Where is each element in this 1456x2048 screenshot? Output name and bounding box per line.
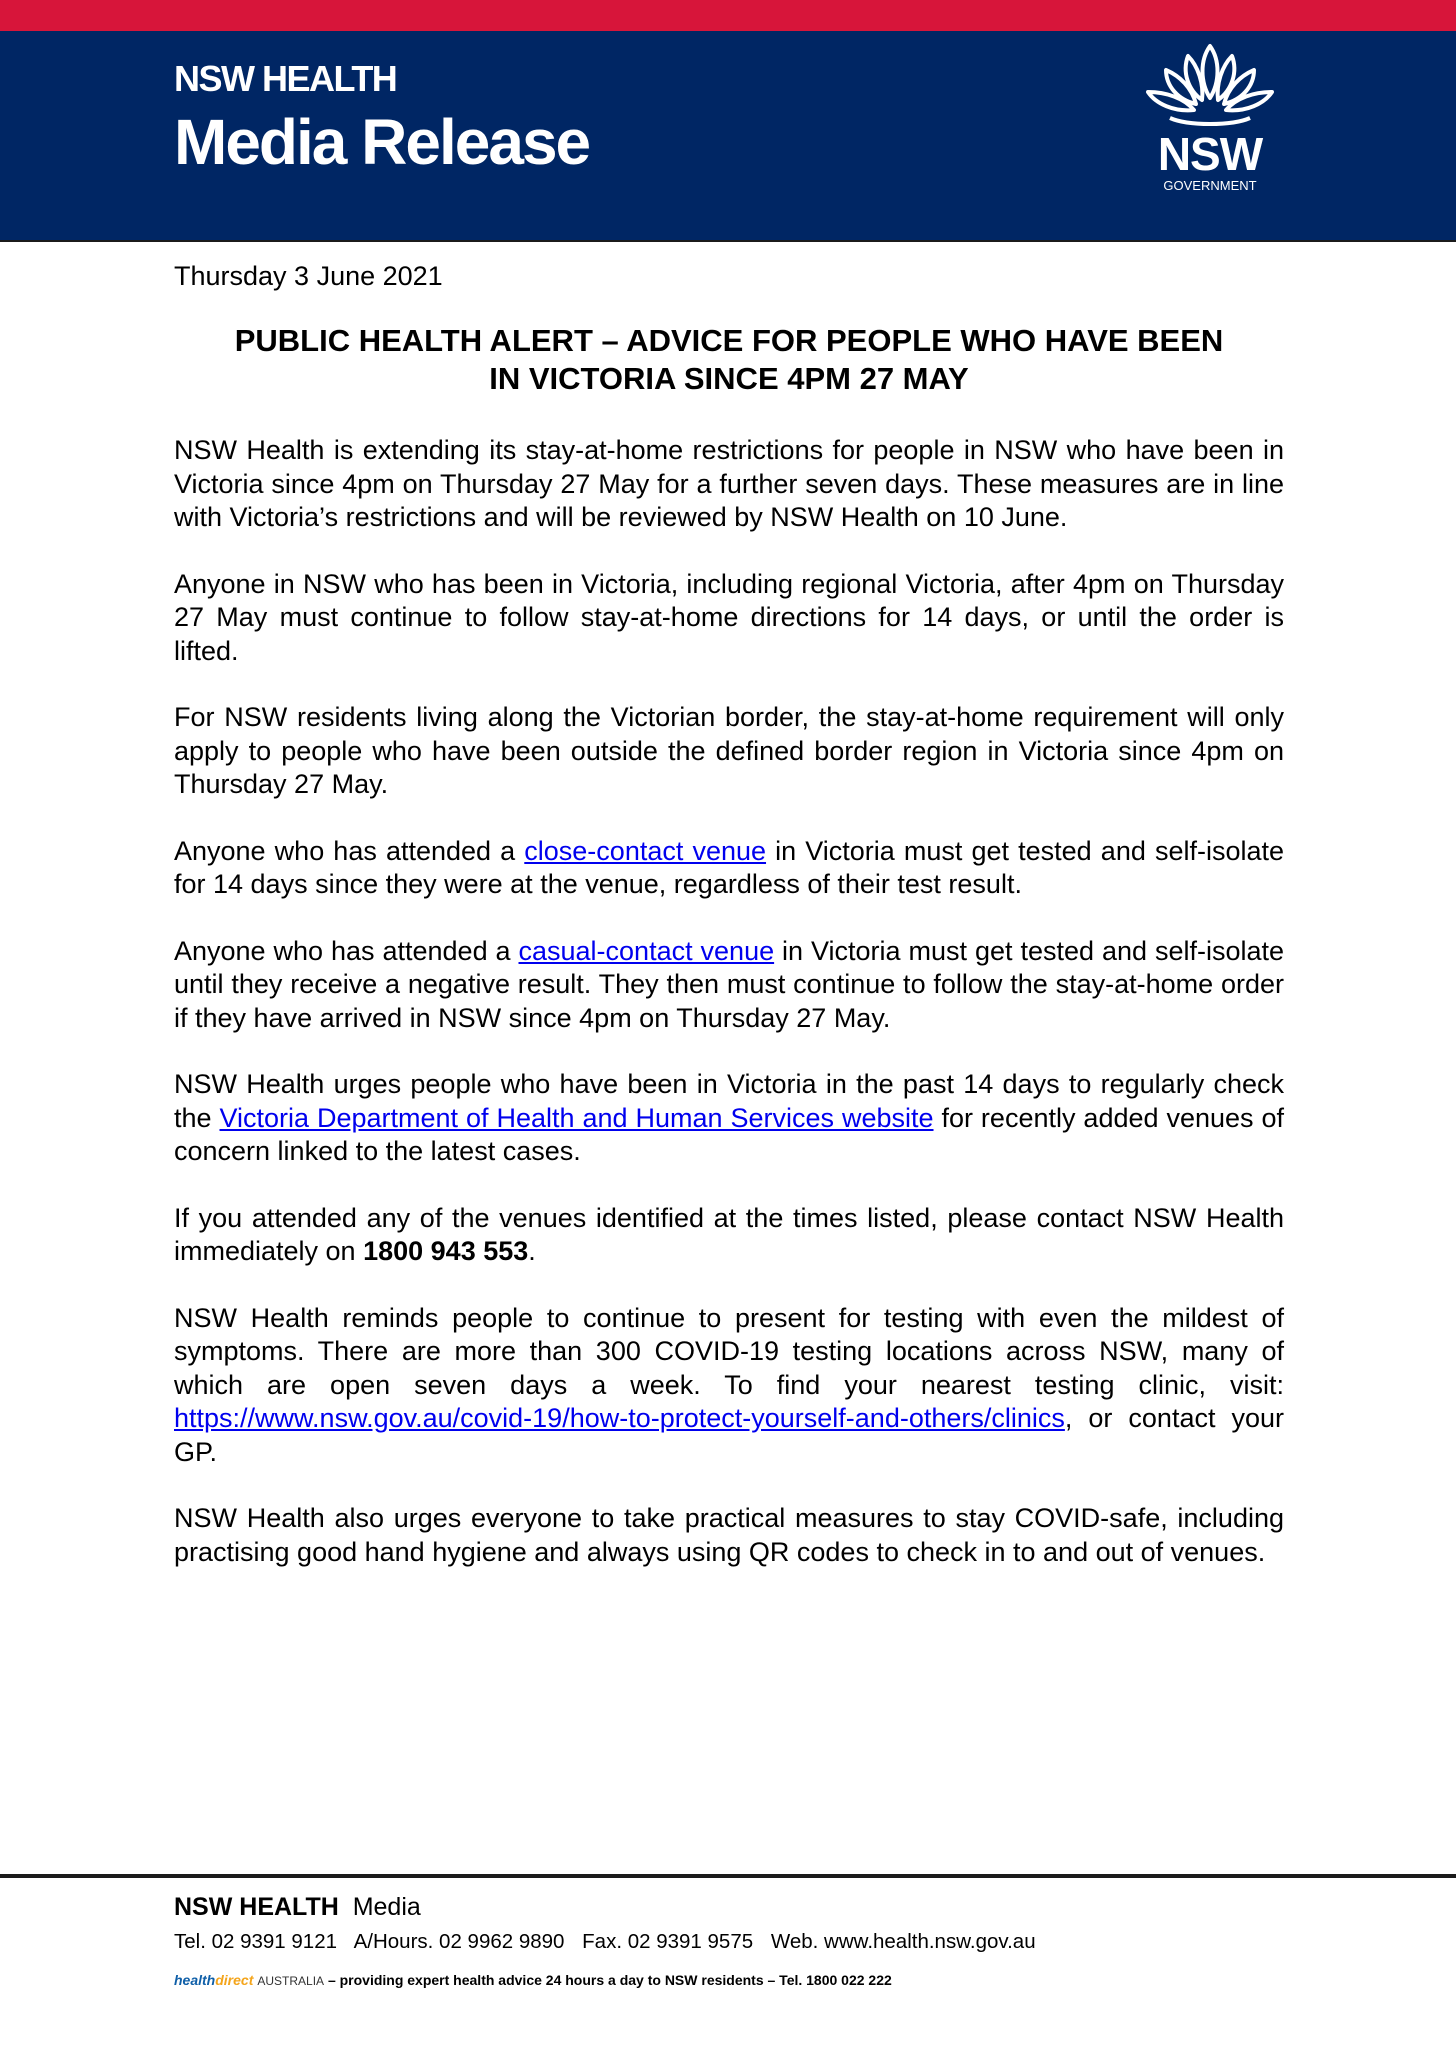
footer-divider [0,1874,1456,1878]
dhhs-website-link[interactable]: Victoria Department of Health and Human Services website [219,1102,934,1133]
footer-title: NSW HEALTH Media [174,1893,421,1921]
hotline-number: 1800 943 553 [363,1236,529,1266]
paragraph-close-contact: Anyone who has attended a close-contact venue in Victoria must get tested and self-isolate for 14 days since they were at the venue, regardless of their test result. [174,835,1285,899]
healthdirect-logo-health: health [174,1972,216,1988]
testing-clinics-link[interactable]: https://www.nsw.gov.au/covid-19/how-to-protect-yourself-and-others/clinics [174,1403,1065,1433]
media-release-title: Media Release [174,106,590,178]
release-body [174,258,1284,1602]
healthdirect-line: healthdirect AUSTRALIA – providing expert health advice 24 hours a day to NSW residents – Tel. 1800 022 222 [174,1972,892,1988]
paragraph-testing: NSW Health reminds people to continue to present for testing with even the mildest of symptoms. There are more than 300 COVID-19 testing locations across NSW, many of which are open seven days a week. To find your nearest testing clinic, visit: https://www.nsw.gov.au/covid-19/how-to-protect-yourself-and-others/clinics, or contact your GP. [174,1302,1284,1467]
paragraph-contact-hotline: If you attended any of the venues identified at the times listed, please contact NSW Health immediately on 1800 943 553. [174,1202,1284,1266]
headline [174,322,1284,398]
casual-contact-venue-link[interactable]: casual-contact venue [518,935,775,966]
top-red-strip [0,0,1456,31]
header-divider [0,240,1456,242]
paragraph-casual-contact: Anyone who has attended a casual-contact venue in Victoria must get tested and self-isolate until they receive a negative result. They then must continue to follow the stay-at-home order if they have arrived in NSW since 4pm on Thursday 27 May. [174,935,1285,1033]
headline-line-1: PUBLIC HEALTH ALERT – ADVICE FOR PEOPLE WHO HAVE BEEN [234,323,1224,358]
paragraph-covid-safe: NSW Health also urges everyone to take practical measures to stay COVID-safe, including practising good hand hygiene and always using QR codes to check in to and out of venues. [174,1503,1284,1567]
logo-wordmark: NSW [1157,128,1263,180]
waratah-flower-icon [1148,46,1272,124]
close-contact-venue-link[interactable]: close-contact venue [524,835,767,866]
footer-contact-line: Tel. 02 9391 9121 A/Hours. 02 9962 9890 Fax. 02 9391 9575 Web. www.health.nsw.gov.au [174,1930,1036,1953]
release-date: Thursday 3 June 2021 [174,261,443,291]
logo-subtitle: GOVERNMENT [1163,178,1257,193]
footer-fax: 02 9391 9575 [627,1930,754,1953]
paragraph-check-venues: NSW Health urges people who have been in Victoria in the past 14 days to regularly check the Victoria Department of Health and Human Services website for recently added venues of concern linked to the latest cases. [174,1069,1284,1166]
paragraph-stay-home: Anyone in NSW who has been in Victoria, including regional Victoria, after 4pm on Thursday 27 May must continue to follow stay-at-home directions for 14 days, or until the order is lifted. [174,568,1284,666]
paragraph-extension: NSW Health is extending its stay-at-home restrictions for people in NSW who have been in Victoria since 4pm on Thursday 27 May for a further seven days. These measures are in line with Victoria’s restrictions and will be reviewed by NSW Health on 10 June. [174,435,1284,532]
nsw-government-logo [1140,38,1280,208]
footer-tel: 02 9391 9121 [211,1930,338,1953]
healthdirect-logo-direct: direct [215,1972,254,1988]
footer-web: www.health.nsw.gov.au [824,1930,1036,1953]
brand-title: NSW HEALTH [174,58,397,99]
footer-after-hours: 02 9962 9890 [439,1930,565,1953]
healthdirect-tagline: – providing expert health advice 24 hours a day to NSW residents – Tel. 1800 022 222 [327,1972,892,1988]
headline-line-2: IN VICTORIA SINCE 4PM 27 MAY [489,361,969,396]
paragraph-border: For NSW residents living along the Victorian border, the stay-at-home requirement will only apply to people who have been outside the defined border region in Victoria since 4pm on Thursday 27 May. [174,702,1284,799]
